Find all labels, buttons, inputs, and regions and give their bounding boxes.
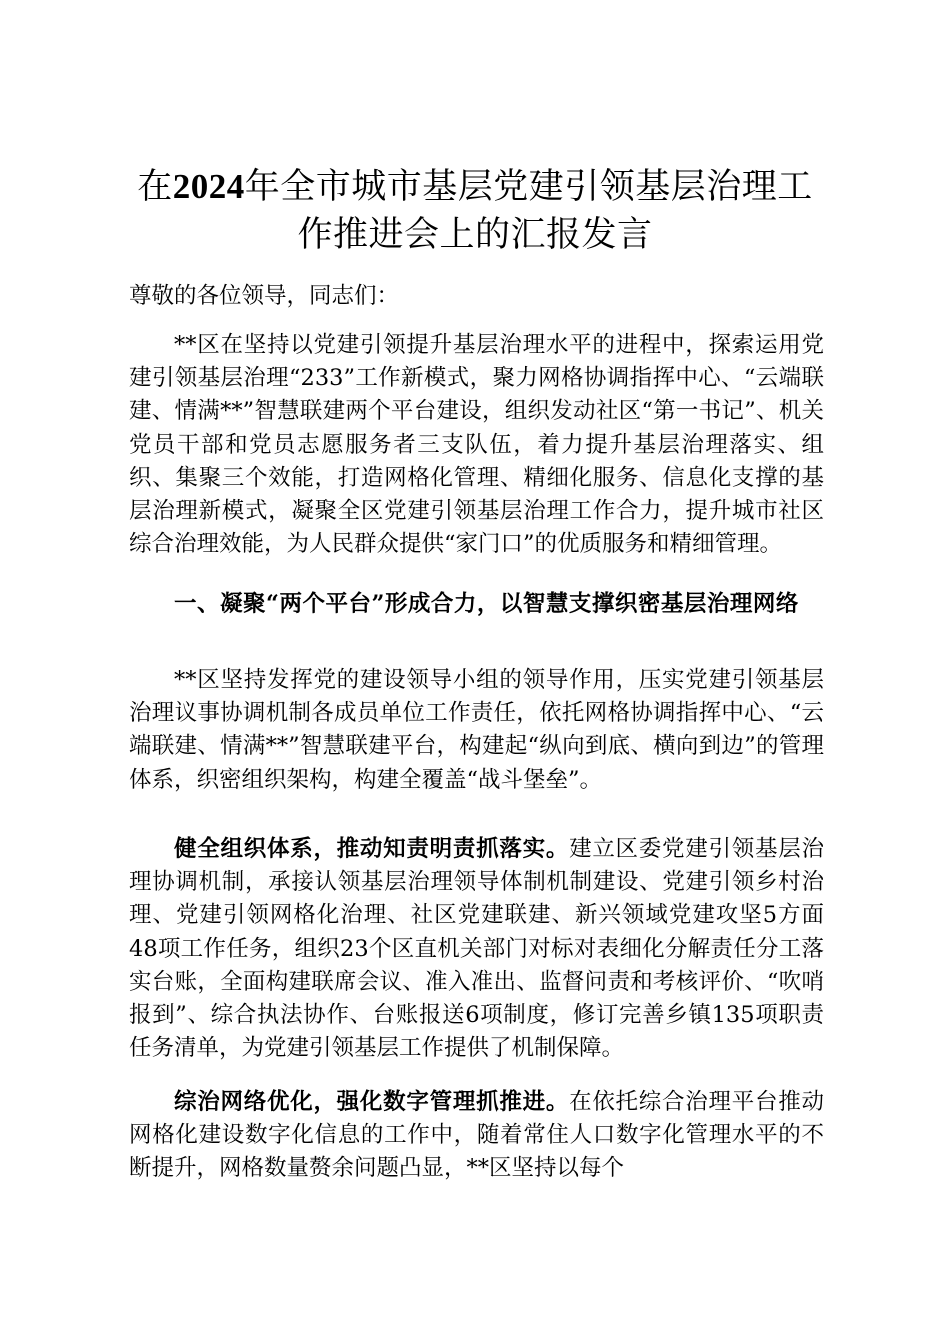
paragraph-lead: 综治网络优化，强化数字管理抓推进。 — [174, 1089, 570, 1115]
title-rest: 年全市城市基层党建引领基层治理工作推进会上的汇报发言 — [244, 167, 813, 255]
section-1-intro-paragraph: **区坚持发挥党的建设领导小组的领导作用，压实党建引领基层治理议事协调机制各成员单位工作责任，依托网格协调指挥中心、“云端联建、情满**”智慧联建平台，构建起“纵向到底、横向到边”的管理体系，织密组织架构，构建全覆盖“战斗堡垒”。 — [129, 667, 824, 793]
paragraph-lead: 健全组织体系，推动知责明责抓落实。 — [174, 836, 570, 862]
greeting: 尊敬的各位领导，同志们： — [129, 283, 400, 309]
paragraph-text: 在依托综合治理平台推动网格化建设数字化信息的工作中，随着常住人口数字化管理水平的不断提升，网格数量赘余问题凸显，**区坚持以每个 — [129, 1089, 824, 1182]
intro-paragraph: **区在坚持以党建引领提升基层治理水平的进程中，探索运用党建引领基层治理“233”工作新模式，聚力网格协调指挥中心、“云端联建、情满**”智慧联建两个平台建设，组织发动社区“第一书记”、机关党员干部和党员志愿服务者三支队伍，着力提升基层治理落实、组织、集聚三个效能，打造网格化管理、精细化服务、信息化支撑的基层治理新模式，凝聚全区党建引领基层治理工作合力，提升城市社区综合治理效能，为人民群众提供“家门口”的优质服务和精细管理。 — [129, 332, 824, 558]
title-prefix: 在 — [137, 167, 173, 207]
paragraph-text: 建立区委党建引领基层治理协调机制，承接认领基层治理领导体制机制建设、党建引领乡村治理、党建引领网格化治理、社区党建联建、新兴领域党建攻坚5方面48项工作任务，组织23个区直机关部门对标对表细化分解责任分工落实台账，全面构建联席会议、准入准出、监督问责和考核评价、“吹哨报到”、综合执法协作、台账报送6项制度，修订完善乡镇135项职责任务清单，为党建引领基层工作提供了机制保障。 — [129, 836, 824, 1062]
document-title — [120, 163, 830, 259]
paragraph-organization-system — [129, 833, 824, 1065]
section-heading-1: 一、凝聚“两个平台”形成合力，以智慧支撑织密基层治理网络 — [174, 591, 799, 617]
paragraph-grid-optimization — [129, 1086, 824, 1186]
title-year: 2024 — [172, 167, 245, 206]
